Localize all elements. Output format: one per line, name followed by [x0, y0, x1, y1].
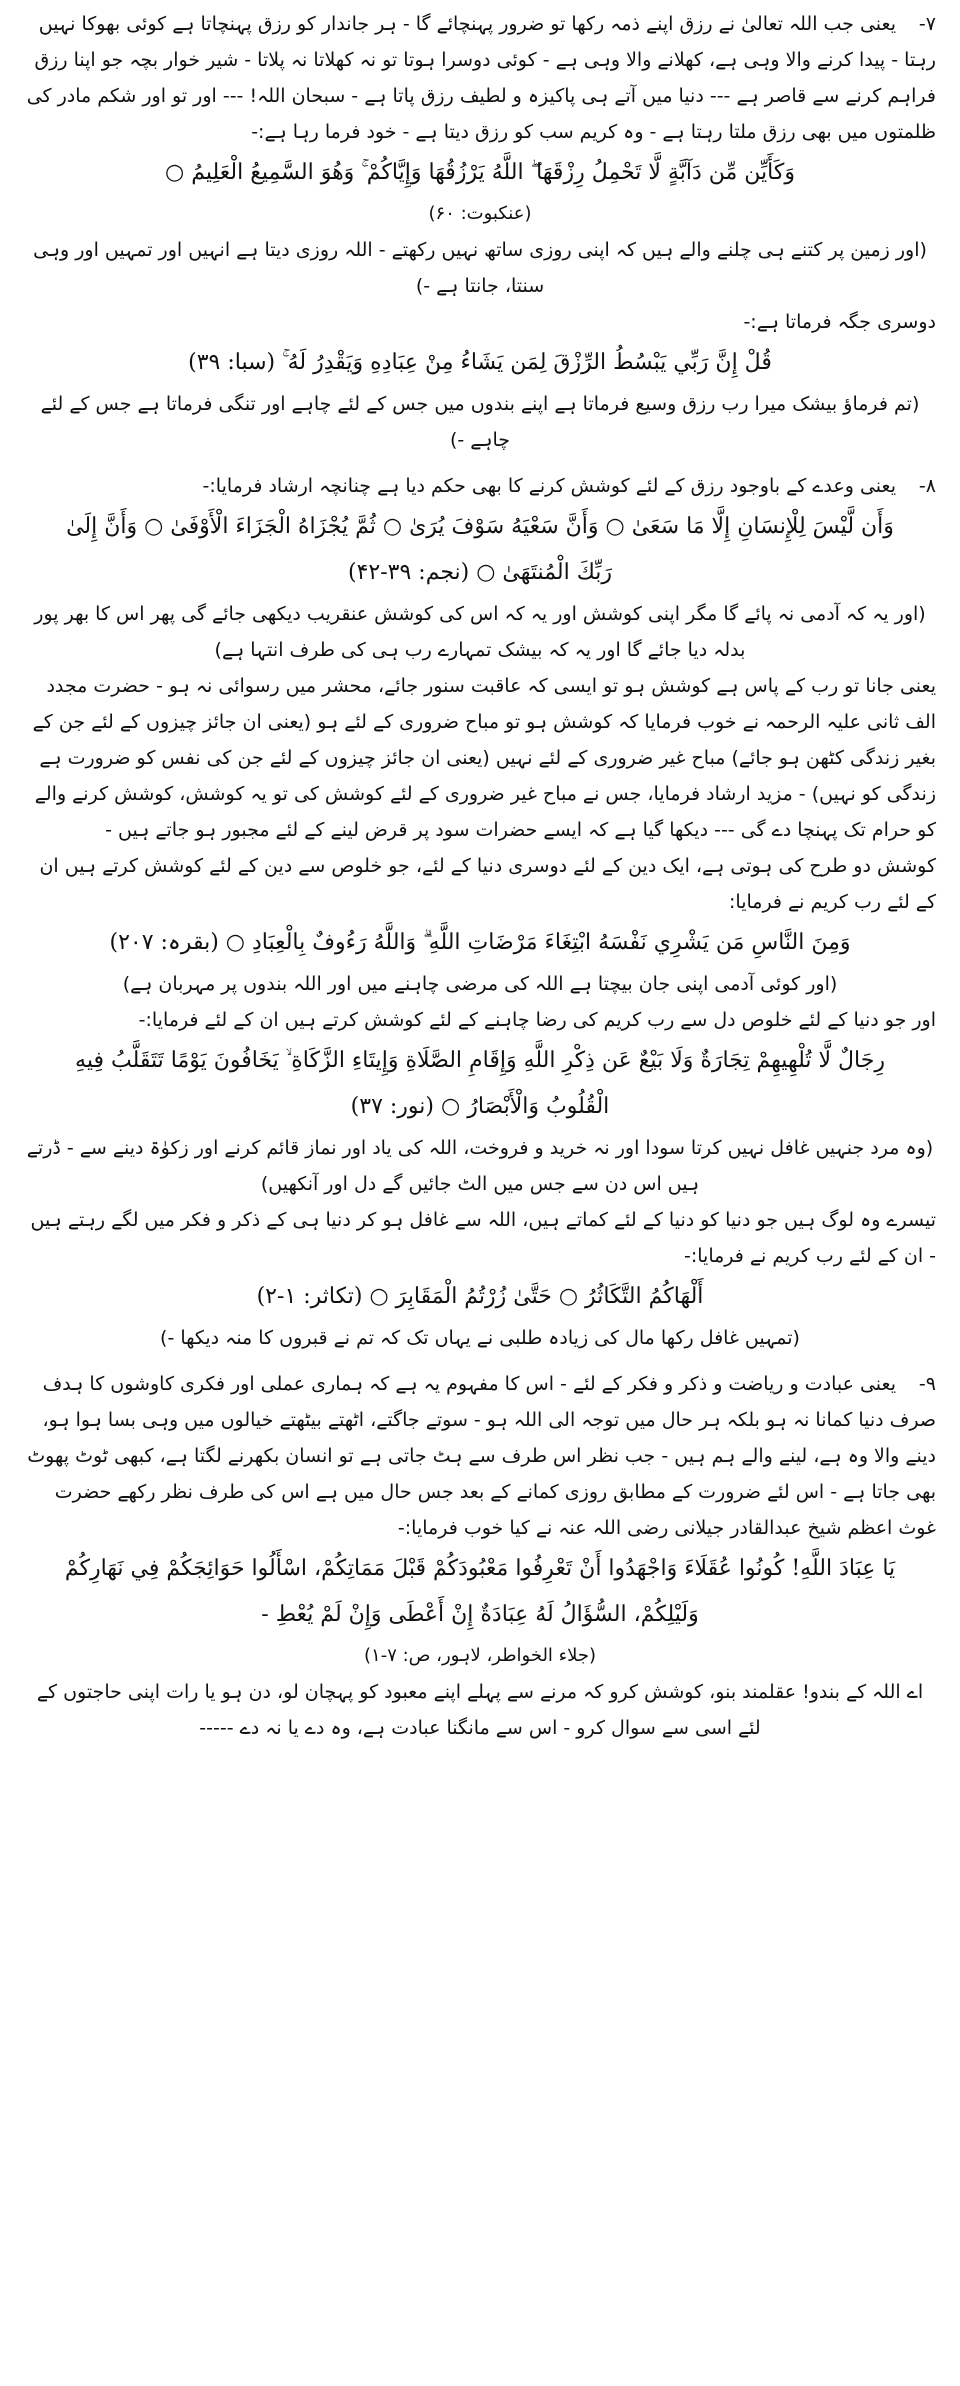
- quran-verse-takathur: أَلْهَاكُمُ التَّكَاثُرُ ○ حَتَّىٰ زُرْتُمُ الْمَقَابِرَ ○ (تکاثر: ۱-۲): [256, 1284, 704, 1309]
- paragraph-7: [24, 6, 936, 150]
- paragraph-text: یعنی جانا تو رب کے پاس ہے کوشش ہو تو ایسی کہ عاقبت سنور جائے، محشر میں رسوائی نہ ہو - حضرت مجدد الف ثانی علیہ الرحمہ نے خوب فرمایا کہ کوشش ہو تو مباح ضروری کے لئے ہو (یعنی ان جائز چیزوں کے لئے جن کے بغیر زندگی کٹھن ہو جائے) مباح غیر ضروری کے لئے نہیں (یعنی ان جائز چیزوں کے لئے جن کی نفس کو ضرورت ہے زندگی کو نہیں) - مزید ارشاد فرمایا، جس نے مباح غیر ضروری کے لئے کوشش کی تو یہ کوشش، کوشش کرنے والے کو حرام تک پہنچا دے گی --- دیکھا گیا ہے کہ ایسے حضرات سود پر قرض لینے کے لئے مجبور ہو جاتے ہیں -: [32, 675, 936, 841]
- quran-verse-saba: قُلْ إِنَّ رَبِّي يَبْسُطُ الرِّزْقَ لِمَن يَشَاءُ مِنْ عِبَادِهِ وَيَقْدِرُ لَهُ ۚ (سبا: ۳۹): [188, 350, 772, 375]
- paragraph-text: یعنی جب اللہ تعالیٰ نے رزق اپنے ذمہ رکھا تو ضرور پہنچائے گا - ہر جاندار کو رزق پہنچاتا ہے کوئی بھوکا نہیں رہتا - پیدا کرنے والا وہی ہے، کھلانے والا وہی ہے - کوئی دوسرا ہوتا تو نہ کھلاتا نہ پلاتا - شیر خوار بچہ جو اپنا رزق فراہم کرنے سے قاصر ہے --- دنیا میں آتے ہی پاکیزہ و لطیف رزق پاتا ہے - سبحان اللہ! --- اور تو اور شکم مادر کی ظلمتوں میں بھی رزق ملتا رہتا ہے - وہ کریم سب کو رزق دیتا ہے - خود فرما رہا ہے:-: [26, 13, 936, 143]
- note-number: ۹-: [918, 1373, 936, 1395]
- verse-translation: (اور زمین پر کتنے ہی چلنے والے ہیں کہ اپنی روزی ساتھ نہیں رکھتے - اللہ روزی دیتا ہے انہیں اور تمہیں اور وہی سنتا، جانتا ہے -): [33, 239, 927, 297]
- quran-verse-ankabut: وَكَأَيِّن مِّن دَآبَّةٍ لَّا تَحْمِلُ رِزْقَهَا ۖ اللَّهُ يَرْزُقُهَا وَإِيَّاكُمْ ۚ وَهُوَ السَّمِيعُ الْعَلِيمُ ○: [165, 160, 795, 185]
- note-number: ۸-: [918, 475, 936, 497]
- paragraph-text: دوسری جگہ فرماتا ہے:-: [743, 311, 936, 333]
- quran-verse-nur: رِجَالٌ لَّا تُلْهِيهِمْ تِجَارَةٌ وَلَا بَيْعٌ عَن ذِكْرِ اللَّهِ وَإِقَامِ الصَّلَاةِ وَإِيتَاءِ الزَّكَاةِ ۙ يَخَافُونَ يَوْمًا تَتَقَلَّبُ فِيهِ الْقُلُوبُ وَالْأَبْصَارُ ○ (نور: ۳۷): [75, 1048, 885, 1119]
- quran-verse-najm: وَأَن لَّيْسَ لِلْإِنسَانِ إِلَّا مَا سَعَىٰ ○ وَأَنَّ سَعْيَهُ سَوْفَ يُرَىٰ ○ ثُمَّ يُجْزَاهُ الْجَزَاءَ الْأَوْفَىٰ ○ وَأَنَّ إِلَىٰ رَبِّكَ الْمُنتَهَىٰ ○ (نجم: ۳۹-۴۲): [66, 514, 894, 585]
- verse-translation: (تم فرماؤ بیشک میرا رب رزق وسیع فرماتا ہے اپنے بندوں میں جس کے لئے چاہے اور تنگی فرماتا ہے جس کے لئے چاہے -): [40, 393, 920, 451]
- quote-reference: (جلاء الخواطر، لاہور، ص: ۷-۱): [363, 1645, 597, 1666]
- quote-translation: اے اللہ کے بندو! عقلمند بنو، کوشش کرو کہ مرنے سے پہلے اپنے معبود کو پہچان لو، دن ہو یا رات اپنی حاجتوں کے لئے اسی سے سوال کرو - اس سے مانگنا عبادت ہے، وہ دے یا نہ دے -----: [36, 1681, 924, 1739]
- paragraph-text: اور جو دنیا کے لئے خلوص دل سے رب کریم کی رضا چاہنے کے لئے کوشش کرتے ہیں ان کے لئے فرمایا:-: [138, 1009, 936, 1031]
- paragraph-8: [24, 468, 936, 504]
- paragraph-9: [24, 1366, 936, 1546]
- paragraph-text: کوشش دو طرح کی ہوتی ہے، ایک دین کے لئے دوسری دنیا کے لئے، جو خلوص سے دین کے لئے کوشش کرتے ہیں ان کے لئے رب کریم نے فرمایا:: [39, 855, 936, 913]
- paragraph-text: یعنی وعدے کے باوجود رزق کے لئے کوشش کرنے کا بھی حکم دیا ہے چنانچہ ارشاد فرمایا:-: [202, 475, 896, 497]
- verse-translation: (اور کوئی آدمی اپنی جان بیچتا ہے اللہ کی مرضی چاہنے میں اور اللہ بندوں پر مہربان ہے): [122, 973, 838, 995]
- arabic-quote-ghaus-azam: يَا عِبَادَ اللَّهِ! كُونُوا عُقَلَاءَ وَاجْهَدُوا أَنْ تَعْرِفُوا مَعْبُودَكُمْ قَبْلَ مَمَاتِكُمْ، اسْأَلُوا حَوَائِجَكُمْ فِي نَهَارِكُمْ وَلَيْلِكُمْ، السُّؤَالُ لَهُ عِبَادَةٌ إِنْ أَعْطَى وَإِنْ لَمْ يُعْطِ -: [64, 1556, 896, 1627]
- quran-verse-baqarah: وَمِنَ النَّاسِ مَن يَشْرِي نَفْسَهُ ابْتِغَاءَ مَرْضَاتِ اللَّهِ ۗ وَاللَّهُ رَءُوفٌ بِالْعِبَادِ ○ (بقرہ: ۲۰۷): [109, 930, 851, 955]
- paragraph-text: تیسرے وہ لوگ ہیں جو دنیا کو دنیا کے لئے کماتے ہیں، اللہ سے غافل ہو کر دنیا ہی کے ذکر و فکر میں لگے رہتے ہیں - ان کے لئے رب کریم نے فرمایا:-: [30, 1209, 936, 1267]
- note-number: ۷-: [918, 13, 936, 35]
- verse-reference: (عنکبوت: ۶۰): [428, 203, 532, 224]
- paragraph-text: یعنی عبادت و ریاضت و ذکر و فکر کے لئے - اس کا مفہوم یہ ہے کہ ہماری عملی اور فکری کاوشوں کا ہدف صرف دنیا کمانا نہ ہو بلکہ ہر حال میں توجہ الی اللہ ہو - سوتے جاگتے، اٹھتے بیٹھتے خیالوں میں وہی بسا ہوا ہو، دینے والا وہ ہے، لینے والے ہم ہیں - جب نظر اس طرف سے ہٹ جاتی ہے تو انسان بکھرنے لگتا ہے، کبھی ٹوٹ پھوٹ بھی جاتا ہے - اس لئے ضرورت کے مطابق روزی کمانے کے بعد جس حال میں ہے اس کی طرف نظر رکھے حضرت غوث اعظم شیخ عبدالقادر جیلانی رضی اللہ عنہ نے کیا خوب فرمایا:-: [27, 1373, 936, 1539]
- verse-translation: (وہ مرد جنہیں غافل نہیں کرتا سودا اور نہ خرید و فروخت، اللہ کی یاد اور نماز قائم کرنے اور زکوٰۃ دینے سے - ڈرتے ہیں اس دن سے جس میں الٹ جائیں گے دل اور آنکھیں): [26, 1137, 934, 1195]
- verse-translation: (تمہیں غافل رکھا مال کی زیادہ طلبی نے یہاں تک کہ تم نے قبروں کا منہ دیکھا -): [160, 1327, 800, 1349]
- verse-translation: (اور یہ کہ آدمی نہ پائے گا مگر اپنی کوشش اور یہ کہ اس کی کوشش عنقریب دیکھی جائے گی پھر اس کا بھر پور بدلہ دیا جائے گا اور یہ کہ بیشک تمہارے رب ہی کی طرف انتہا ہے): [34, 603, 926, 661]
